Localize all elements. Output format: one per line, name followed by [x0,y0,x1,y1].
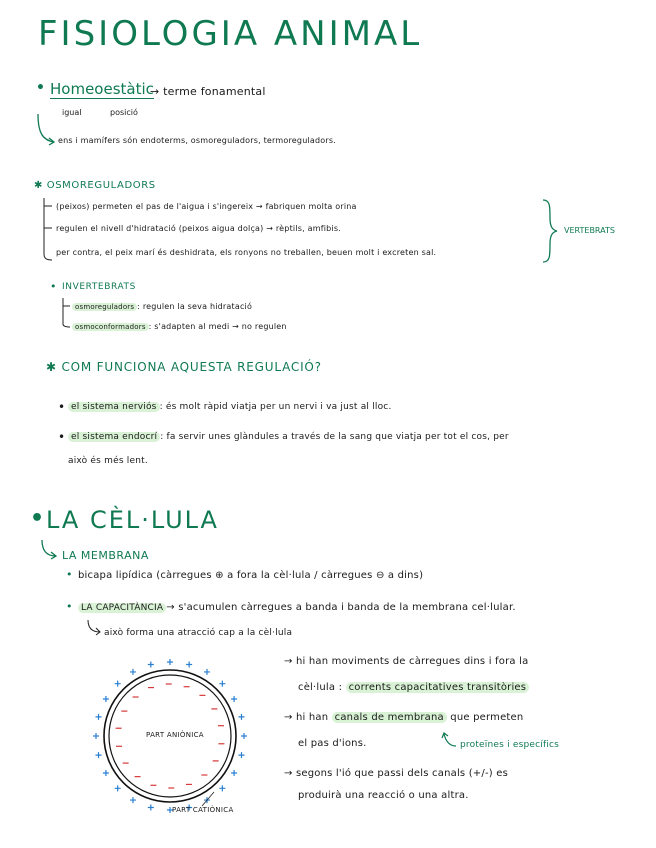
positive-charge [167,659,173,665]
note2-pre: → hi han [284,712,329,723]
regulacio-b1-term: el sistema nerviós [68,402,160,412]
osmo-line2: regulen el nivell d'hidratació (peixos aigua dolça) → rèptils, amfibis. [56,224,341,233]
regulacio-bullet2-cont: això és més lent. [68,456,148,466]
invert-dot: • [50,280,57,293]
positive-charge [186,662,192,668]
invert-item2-text: : s'adapten al medi → no regulen [148,322,287,331]
capacitancia-text: → s'acumulen càrregues a banda i banda de la membrana cel·lular. [166,602,516,613]
capacitancia-term: LA CAPACITÀNCIA [78,603,166,613]
positive-charge [148,804,154,810]
note2-tag: proteïnes i específics [460,740,560,750]
regulacio-b2-text: : fa servir unes glàndules a través de la sang que viatja per tot el cos, per [160,432,509,442]
positive-charge [115,681,121,687]
bicapa-dot: • [66,568,73,581]
positive-charge [130,669,136,675]
positive-charge [219,681,225,687]
positive-charge [93,733,99,739]
positive-charge [231,696,237,702]
cellula-dot: • [30,506,45,531]
label-anionica: PART ANIÒNICA [146,731,204,739]
positive-charge [219,785,225,791]
homeostasi-sub-left: igual [62,108,82,117]
invert-item1 [72,302,252,311]
invert-heading: INVERTEBRATS [62,282,136,292]
page-title: FISIOLOGIA ANIMAL [38,14,423,54]
note2b: el pas d'ions. [298,738,367,749]
note1b-pre: cèl·lula : [298,682,343,693]
positive-charge [231,770,237,776]
positive-charge [115,785,121,791]
positive-charge [103,696,109,702]
invert-item2-term: osmoconformadors [72,323,149,331]
positive-charge [96,752,102,758]
homeostasi-term: Homeoestàtic [50,80,154,98]
note3a: → segons l'ió que passi dels canals (+/-) es [284,768,509,779]
regulacio-bullet1-dot: • [58,400,66,414]
regulacio-bullet2-dot: • [58,430,66,444]
homeostasi-sub-right: posició [110,108,138,117]
label-cationica: PART CATIÒNICA [172,806,234,814]
invert-item1-text: : regulen la seva hidratació [137,302,253,311]
positive-charge [241,733,247,739]
homeostasi-curve-arrow [34,112,58,148]
osmo-line3: per contra, el peix marí és deshidrata, els ronyons no treballen, beuen molt i excreten sal. [56,248,437,257]
positive-charge [130,797,136,803]
homeostasi-examples: ens i mamífers són endoterms, osmoreguladors, termoreguladors. [58,136,336,145]
vertebrats-label: VERTEBRATS [564,226,615,235]
bullet-dot: • [36,80,45,96]
regulacio-bullet1 [68,402,392,412]
osmo-heading: ✱ OSMOREGULADORS [34,180,156,191]
regulacio-b1-text: : és molt ràpid viatja per un nervi i va just al lloc. [159,402,392,412]
regulacio-heading: ✱ COM FUNCIONA AQUESTA REGULACIÓ? [46,360,322,374]
note1a: → hi han moviments de càrregues dins i fora la [284,656,529,667]
cationica-pointer [200,790,220,808]
invert-item1-term: osmoreguladors [72,303,137,311]
regulacio-b2-term: el sistema endocrí [68,432,160,442]
note1b-hl: corrents capacitatives transitòries [346,682,530,693]
vertebrats-brace [540,198,560,264]
atraccio-text: això forma una atracció cap a la cèl·lula [104,628,293,638]
regulacio-bullet2 [68,432,509,442]
note2 [284,712,523,723]
cellula-heading: LA CÈL·LULA [46,506,219,534]
osmo-line1: (peixos) permeten el pas de l'aigua i s'ingereix → fabriquen molta orina [56,202,357,211]
positive-charge [103,770,109,776]
note2-tag-arrow [440,730,460,750]
positive-charge [204,669,210,675]
bicapa-text: bicapa lipídica (càrregues ⊕ a fora la cèl·lula / càrregues ⊖ a dins) [78,570,424,581]
positive-charge [238,714,244,720]
note2-hl: canals de membrana [332,712,447,723]
note1b [298,682,529,693]
note3b: produirà una reacció o una altra. [298,790,469,801]
atraccio-curve-arrow [84,618,106,640]
homeostasi-arrow-text: → terme fonamental [150,85,266,98]
invert-item2 [72,322,287,331]
note2-post: que permeten [450,712,524,723]
positive-charge [96,714,102,720]
capacitancia-line [78,602,516,613]
positive-charge [238,752,244,758]
capacitancia-dot: • [66,600,73,613]
membrana-curve-arrow [38,538,60,562]
positive-charge [148,662,154,668]
membrana-heading: LA MEMBRANA [62,549,149,562]
